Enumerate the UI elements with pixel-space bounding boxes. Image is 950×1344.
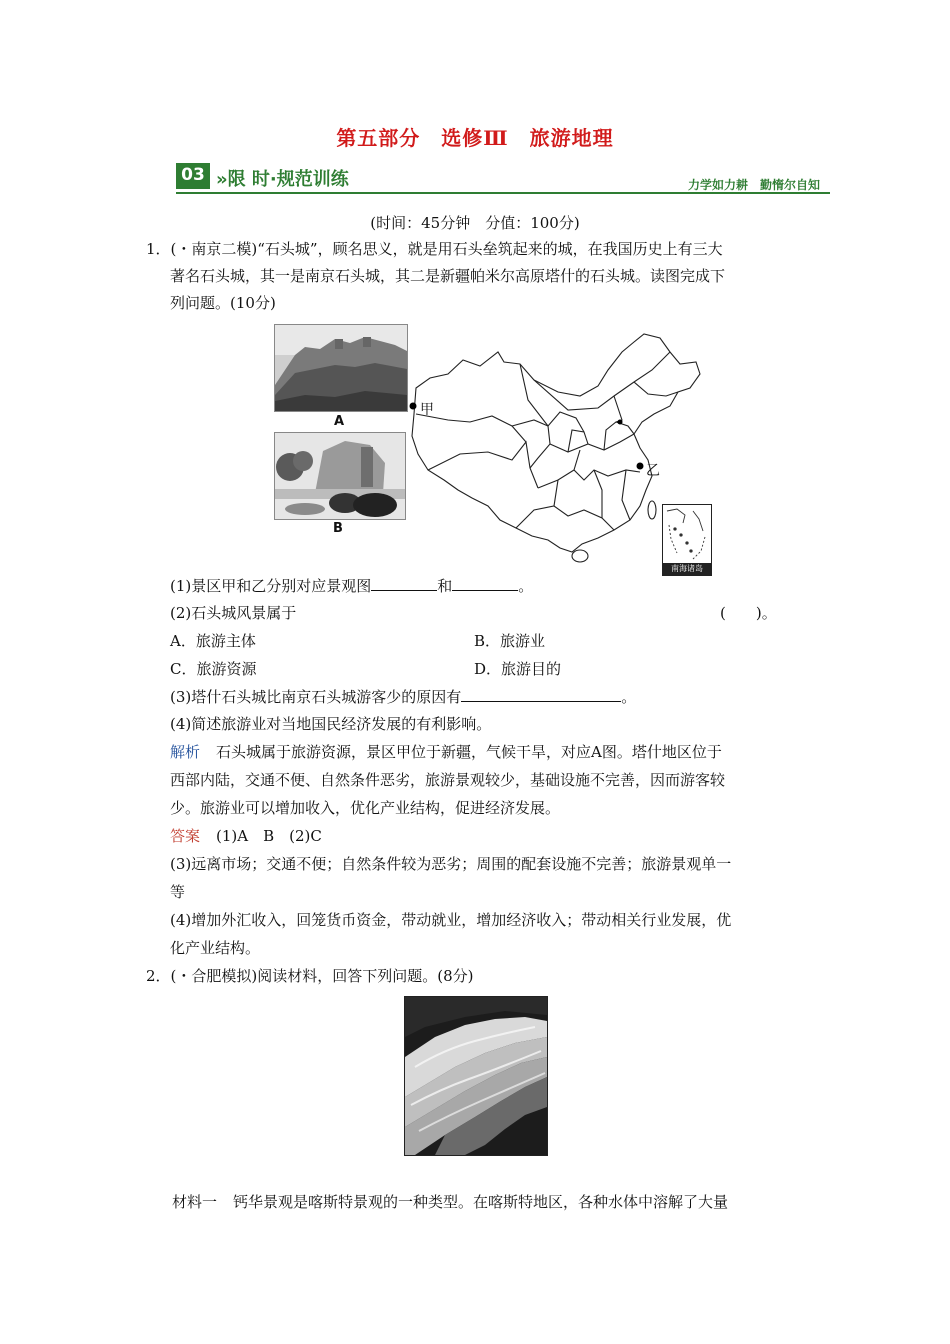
china-border (412, 334, 700, 552)
marker-jia (410, 403, 417, 410)
map-label-jia: 甲 (420, 402, 434, 418)
option-c: C．旅游资源 (170, 660, 257, 678)
marker-beijing (618, 420, 623, 425)
province-line-6 (614, 396, 622, 422)
material-label: 材料一 (172, 1193, 218, 1211)
south-china-sea-inset (662, 504, 712, 576)
photo-b-label: B (333, 521, 343, 536)
south-border (516, 506, 614, 530)
material-1-line (172, 1192, 728, 1212)
time-info: (时间：45分钟 分值：100分) (370, 214, 580, 232)
photo-a-label: A (334, 414, 345, 429)
banner-label: »限 时·规范训练 (216, 169, 349, 190)
q1-sub3-prefix: (3)塔什石头城比南京石头城游客少的原因有 (170, 688, 462, 706)
map-label-yi: 乙 (646, 463, 660, 479)
travertine-terrace-image (405, 997, 547, 1155)
stone-city-image (275, 433, 405, 519)
inner-mongolia-border (534, 352, 670, 410)
material-text: 钙华景观是喀斯特景观的一种类型。在喀斯特地区，各种水体中溶解了大量 (233, 1193, 729, 1211)
inset-map (663, 505, 711, 563)
answer-line-3b: 等 (170, 883, 186, 901)
q1-line-2: 著名石头城，其一是南京石头城，其二是新疆帕米尔高原塔什的石头城。读图完成下 (170, 267, 726, 285)
q1-sub1-end: 。 (518, 577, 534, 595)
analysis-line-3: 少。旅游业可以增加收入，优化产业结构，促进经济发展。 (170, 799, 561, 817)
answer-line-3a: (3)远离市场；交通不便；自然条件较为恶劣；周围的配套设施不完善；旅游景观单一 (170, 855, 732, 873)
central-border (550, 434, 634, 452)
answer-blank-3[interactable] (461, 687, 621, 702)
answer-blank-1[interactable] (371, 576, 437, 591)
q1-sub2-paren: ( )。 (720, 604, 777, 622)
marker-yi (637, 463, 644, 470)
answer-label: 答案 (170, 827, 201, 845)
answer-blank-2[interactable] (452, 576, 518, 591)
analysis-label: 解析 (170, 743, 201, 761)
q1-line-3: 列问题。(10分) (170, 294, 276, 312)
q1-line-1: 1．(・南京二模)“石头城”，顾名思义，就是用石头垒筑起来的城，在我国历史上有三大 (146, 240, 723, 258)
option-a: A．旅游主体 (170, 632, 256, 650)
province-line-3 (554, 480, 558, 506)
q1-sub1 (170, 576, 533, 596)
q1-sub1-prefix: (1)景区甲和乙分别对应景观图 (170, 577, 372, 595)
analysis-line-2: 西部内陆，交通不便、自然条件恶劣，旅游景观较少，基础设施不完善，因而游客较 (170, 771, 726, 789)
q2-line-1: 2．(・合肥模拟)阅读材料，回答下列问题。(8分) (146, 967, 474, 985)
tibet-border (428, 442, 538, 488)
option-b: B．旅游业 (474, 632, 546, 650)
answer-text-1: (1)A B (2)C (216, 827, 322, 845)
stone-wall-image (275, 325, 407, 411)
q1-sub1-and: 和 (437, 577, 453, 595)
page-title: 第五部分 选修Ⅲ 旅游地理 (336, 126, 614, 150)
province-line-5 (568, 430, 588, 452)
qinghai-border (512, 420, 550, 468)
hainan-island (572, 550, 588, 562)
province-line-1 (574, 450, 580, 470)
q1-sub3 (170, 687, 636, 707)
q1-sub2: (2)石头城风景属于 (170, 604, 297, 622)
analysis-line-1 (170, 742, 722, 762)
option-d: D．旅游目的 (474, 660, 562, 678)
banner-motto: 力学如力耕 勤惰尔自知 (687, 178, 820, 192)
answer-line-4b: 化产业结构。 (170, 939, 261, 957)
photo-b (274, 432, 406, 520)
taiwan-island (648, 501, 656, 519)
section-banner (176, 160, 830, 196)
answer-line-1 (170, 826, 322, 846)
calcium-terrace-photo (404, 996, 548, 1156)
northeast-border (634, 382, 678, 396)
province-line-4 (622, 470, 630, 520)
photo-a (274, 324, 408, 412)
inset-label: 南海诸岛 (671, 564, 703, 573)
analysis-text-1: 石头城属于旅游资源，景区甲位于新疆，气候干旱，对应A图。塔什地区位于 (216, 743, 722, 761)
q1-sub4: (4)简述旅游业对当地国民经济发展的有利影响。 (170, 715, 492, 733)
q1-sub3-end: 。 (621, 688, 637, 706)
province-line-2 (594, 470, 602, 518)
answer-line-4a: (4)增加外汇收入，回笼货币资金，带动就业，增加经济收入；带动相关行业发展，优 (170, 911, 732, 929)
banner-number: 03 (181, 165, 205, 185)
